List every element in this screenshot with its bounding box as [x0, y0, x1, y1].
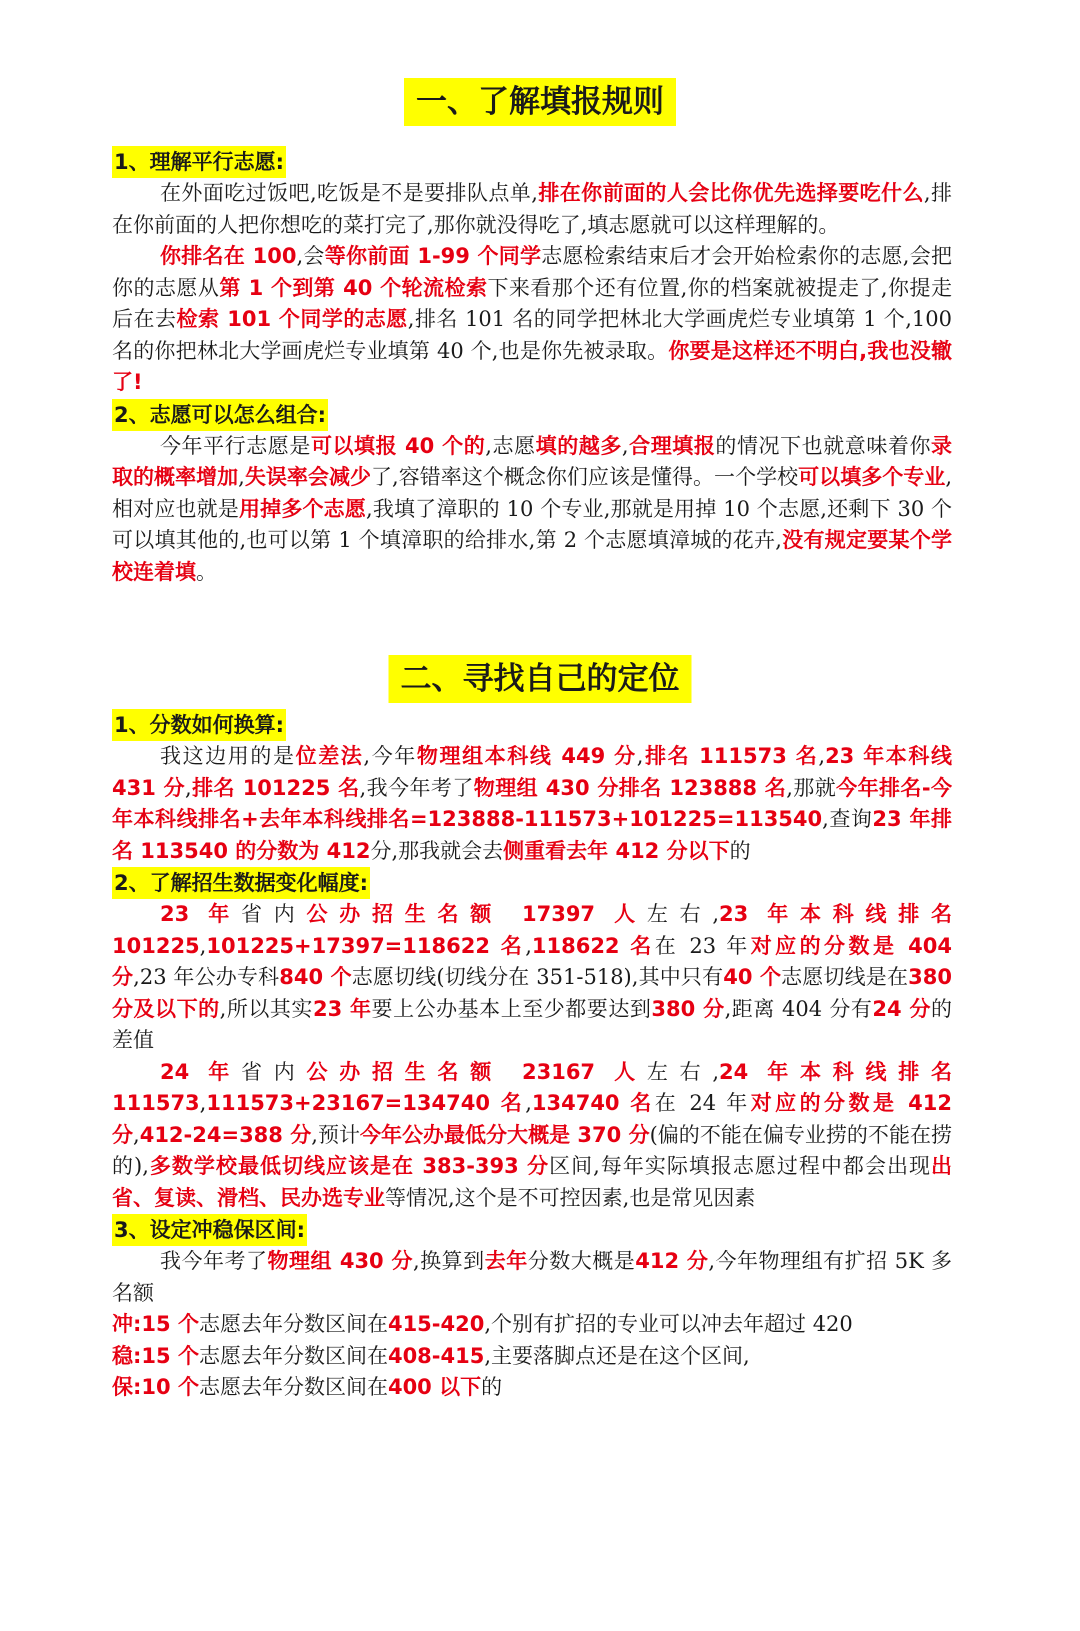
subheading-combination: 2、志愿可以怎么组合:	[112, 399, 328, 431]
line-rush: 冲:15 个志愿去年分数区间在415-420,个别有扩招的专业可以冲去年超过 420	[112, 1312, 853, 1336]
section-title-positioning: 二、寻找自己的定位	[389, 655, 692, 703]
paragraph-rank-example: 你排名在 100,会等你前面 1-99 个同学志愿检索结束后才会开始检索你的志愿,会把你的志愿从第 1 个到第 40 个轮流检索下来看那个还有位置,你的档案就被提走了,你提走后在去检索 101 个同学的志愿,排名 101 名的同学把林北大学画虎烂专业填第 1 个,100 名的你把林北大学画虎烂专业填第 40 个,也是你先被录取。你要是这样还不明白,我也没辙了!	[112, 244, 953, 394]
section-positioning-body	[112, 709, 952, 1404]
subheading-enrollment-change: 2、了解招生数据变化幅度:	[112, 867, 370, 899]
paragraph-restaurant-analogy: 在外面吃过饭吧,吃饭是不是要排队点单,排在你前面的人会比你优先选择要吃什么,排在你前面的人把你想吃的菜打完了,那你就没得吃了,填志愿就可以这样理解的。	[112, 181, 952, 237]
paragraph-my-score: 我今年考了物理组 430 分,换算到去年分数大概是412 分,今年物理组有扩招 5K 多名额	[112, 1249, 952, 1305]
paragraph-score-conversion: 我这边用的是位差法,今年物理组本科线 449 分,排名 111573 名,23 年本科线 431 分,排名 101225 名,我今年考了物理组 430 分排名 123888 名,那就今年排名-今年本科线排名+去年本科线排名=123888-111573+101225=113540,查询23 年排名 113540 的分数为 412分,那我就会去侧重看去年 412 分以下的	[112, 744, 953, 863]
paragraph-enrollment-2023: 23 年省内公办招生名额 17397 人左右,23 年本科线排名 101225,101225+17397=118622 名,118622 名在 23 年对应的分数是 404 分,23 年公办专科840 个志愿切线(切线分在 351-518),其中只有40 个志愿切线是在380 分及以下的,所以其实23 年要上公办基本上至少都要达到380 分,距离 404 分有24 分的差值	[112, 902, 953, 1052]
subheading-rush-stable-safe: 3、设定冲稳保区间:	[112, 1214, 307, 1246]
paragraph-combination: 今年平行志愿是可以填报 40 个的,志愿填的越多,合理填报的情况下也就意味着你录取的概率增加,失误率会减少了,容错率这个概念你们应该是懂得。一个学校可以填多个专业,相对应也就是用掉多个志愿,我填了漳职的 10 个专业,那就是用掉 10 个志愿,还剩下 30 个可以填其他的,也可以第 1 个填漳职的给排水,第 2 个志愿填漳城的花卉,没有规定要某个学校连着填。	[112, 433, 953, 584]
subheading-parallel: 1、理解平行志愿:	[112, 146, 286, 178]
paragraph-enrollment-2024: 24 年省内公办招生名额 23167 人左右,24 年本科线排名 111573,111573+23167=134740 名,134740 名在 24 年对应的分数是 412 分,412-24=388 分,预计今年公办最低分大概是 370 分(偏的不能在偏专业捞的不能在捞的),多数学校最低切线应该是在 383-393 分区间,每年实际填报志愿过程中都会出现出省、复读、滑档、民办选专业等情况,这个是不可控因素,也是常见因素	[112, 1059, 953, 1210]
line-safe: 保:10 个志愿去年分数区间在400 以下的	[112, 1375, 503, 1399]
subheading-score-conversion: 1、分数如何换算:	[112, 709, 286, 741]
section-title-rules: 一、了解填报规则	[404, 78, 676, 126]
section-rules-body	[112, 146, 952, 588]
line-stable: 稳:15 个志愿去年分数区间在408-415,主要落脚点还是在这个区间,	[112, 1343, 750, 1368]
